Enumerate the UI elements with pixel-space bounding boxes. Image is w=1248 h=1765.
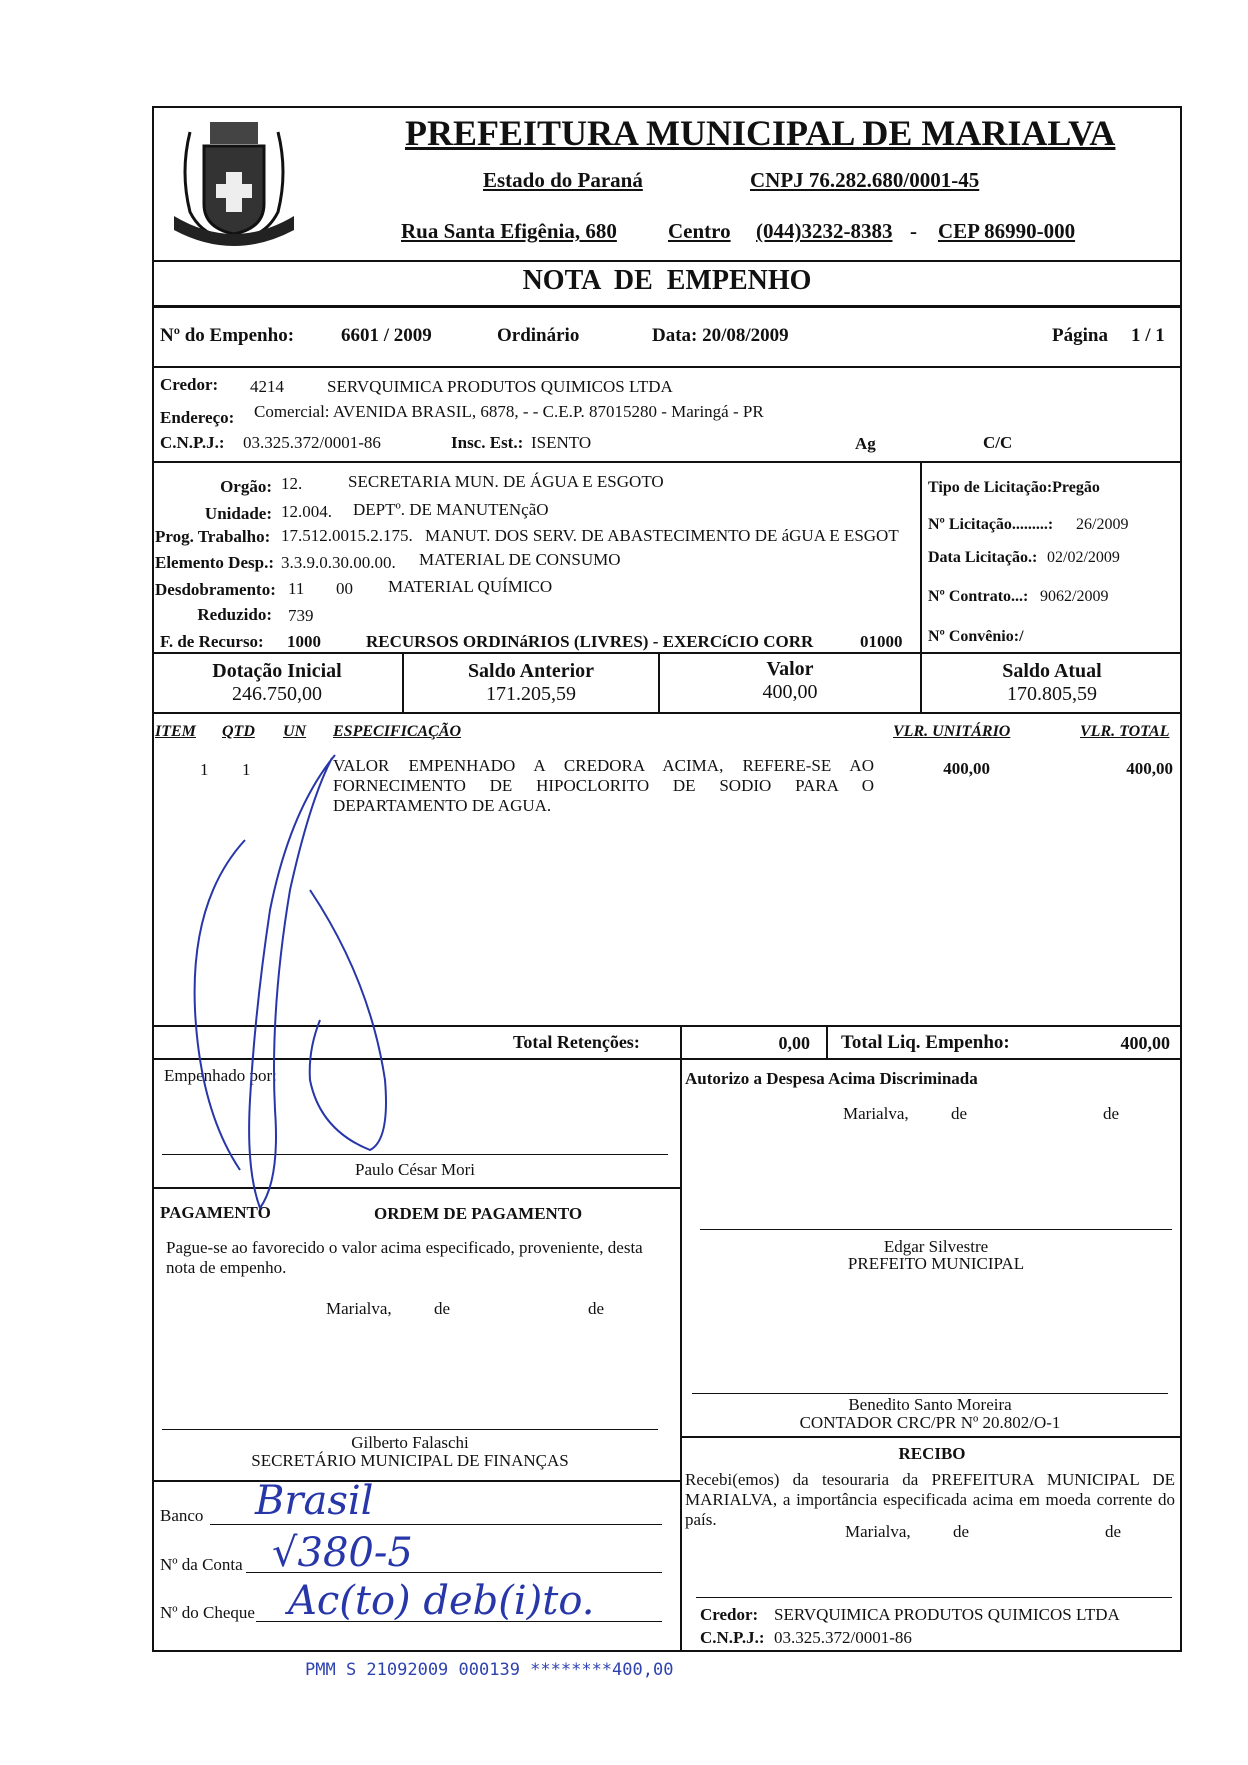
cheque-label: Nº do Cheque — [160, 1603, 255, 1622]
liq-label: Total Liq. Empenho: — [841, 1032, 1010, 1053]
signature-line — [696, 1597, 1172, 1598]
insc-label: Insc. Est.: — [451, 433, 524, 452]
signature-line — [162, 1429, 658, 1430]
page-number: 1 / 1 — [1131, 325, 1165, 346]
autorizo-de2: de — [1103, 1104, 1120, 1123]
saldo-atual-cell — [922, 660, 1182, 706]
total-value-col-header: VLR. TOTAL — [1080, 723, 1170, 740]
prog-label: Prog. Trabalho: — [155, 527, 271, 546]
header-cep: CEP 86990-000 — [938, 219, 1076, 243]
autorizo-label: Autorizo a Despesa Acima Discriminada — [685, 1069, 978, 1088]
pagamento-label: PAGAMENTO — [160, 1203, 271, 1222]
licitacao-number-label: Nº Licitação.........: — [928, 516, 1054, 533]
empenho-date: Data: 20/08/2009 — [652, 325, 789, 346]
recibo-cnpj: 03.325.372/0001-86 — [774, 1628, 912, 1647]
header-separator: - — [910, 219, 917, 243]
pagamento-city: Marialva, — [326, 1299, 392, 1318]
header-cnpj: CNPJ 76.282.680/0001-45 — [750, 168, 980, 192]
secretario-role: SECRETÁRIO MUNICIPAL DE FINANÇAS — [251, 1451, 569, 1470]
ink-signature — [170, 750, 410, 1220]
recibo-city: Marialva, — [845, 1522, 911, 1541]
divider — [152, 1480, 680, 1482]
credor-name: SERVQUIMICA PRODUTOS QUIMICOS LTDA — [327, 377, 673, 396]
pagamento-text: Pague-se ao favorecido o valor acima especificado, proveniente, desta nota de empenho. — [166, 1238, 643, 1277]
banco-handwritten: Brasil — [255, 1478, 374, 1524]
address-label: Endereço: — [160, 408, 235, 427]
empenhado-label: Empenhado por: — [164, 1066, 277, 1085]
divider — [680, 1058, 682, 1652]
credor-insc: ISENTO — [531, 433, 592, 452]
prog-code: 17.512.0015.2.175. — [281, 526, 413, 545]
banco-line — [210, 1524, 662, 1525]
valor-cell — [660, 658, 920, 704]
elemento-name: MATERIAL DE CONSUMO — [419, 550, 621, 569]
signature-line — [700, 1229, 1172, 1230]
conta-handwritten: √380-5 — [272, 1530, 413, 1576]
municipal-coat-of-arms-icon — [160, 112, 308, 254]
empenho-type: Ordinário — [497, 325, 580, 346]
item-unit-value: 400,00 — [943, 759, 990, 778]
page-label: Página — [1052, 325, 1108, 346]
valor-label: Valor — [766, 658, 814, 680]
secretario-name: Gilberto Falaschi — [351, 1433, 469, 1452]
credor-cnpj: 03.325.372/0001-86 — [243, 433, 381, 452]
recibo-credor: SERVQUIMICA PRODUTOS QUIMICOS LTDA — [774, 1605, 1120, 1624]
item-number: 1 — [200, 760, 209, 779]
valor-value: 400,00 — [762, 681, 818, 703]
retencoes-label: Total Retenções: — [513, 1032, 640, 1052]
cheque-handwritten: Ac(to) deb(i)to. — [288, 1578, 595, 1624]
retencoes-value: 0,00 — [778, 1033, 810, 1053]
header-phone: (044)3232-8383 — [756, 219, 893, 243]
document-title: NOTA DE EMPENHO — [522, 265, 812, 296]
prefeito-role: PREFEITO MUNICIPAL — [847, 1254, 1025, 1273]
elemento-code: 3.3.9.0.30.00.00. — [281, 553, 396, 572]
reduzido-label: Reduzido: — [197, 605, 272, 624]
payment-stamp: PMM S 21092009 000139 ********400,00 — [305, 1660, 674, 1680]
spec-col-header: ESPECIFICAÇÃO — [333, 723, 462, 740]
dotacao-label: Dotação Inicial — [212, 660, 342, 682]
saldo-atual-label: Saldo Atual — [1002, 660, 1102, 682]
licitacao-type: Tipo de Licitação:Pregão — [928, 479, 1100, 496]
credor-address: Comercial: AVENIDA BRASIL, 6878, - - C.E.P. 87015280 - Maringá - PR — [254, 402, 764, 421]
licitacao-date: 02/02/2009 — [1047, 549, 1120, 566]
recurso-number: 01000 — [860, 632, 903, 651]
saldo-anterior-value: 171.205,59 — [486, 683, 576, 705]
desdobramento-label: Desdobramento: — [155, 580, 276, 599]
saldo-anterior-label: Saldo Anterior — [467, 660, 595, 682]
unidade-code: 12.004. — [281, 502, 332, 521]
licitacao-number: 26/2009 — [1076, 516, 1129, 533]
signature-line — [692, 1393, 1168, 1394]
desdobramento-sub: 00 — [336, 579, 353, 598]
recurso-code: 1000 — [287, 632, 321, 651]
recurso-label: F. de Recurso: — [160, 632, 264, 651]
recurso-name: RECURSOS ORDINáRIOS (LIVRES) - EXERCíCIO CORR — [366, 632, 814, 651]
divider — [826, 1025, 828, 1058]
recibo-text: Recebi(emos) da tesouraria da PREFEITURA MUNICIPAL DE MARIALVA, a importância especificada acima em moeda corrente do país. — [685, 1470, 1175, 1529]
prefeito-name: Edgar Silvestre — [883, 1237, 989, 1256]
orgao-code: 12. — [281, 474, 303, 493]
divider — [152, 305, 1182, 308]
account-label: C/C — [983, 433, 1013, 452]
divider — [152, 712, 1182, 714]
dotacao-value: 246.750,00 — [232, 683, 322, 705]
credor-label: Credor: — [160, 375, 219, 394]
agency-label: Ag — [855, 434, 876, 453]
empenho-number-label: Nº do Empenho: — [160, 325, 295, 346]
pagamento-de1: de — [434, 1299, 451, 1318]
divider — [152, 461, 1182, 463]
contrato-label: Nº Contrato...: — [928, 588, 1029, 605]
desdobramento-code: 11 — [288, 579, 305, 598]
empenho-number: 6601 / 2009 — [341, 325, 432, 346]
item-spec: VALOR EMPENHADO A CREDORA ACIMA, REFERE-SE AO FORNECIMENTO DE HIPOCLORITO DE SODIO PARA O DEPARTAMENTO DE AGUA. — [333, 756, 874, 815]
credor-code: 4214 — [250, 377, 284, 396]
unidade-name: DEPTº. DE MANUTENçãO — [353, 500, 549, 519]
licitacao-date-label: Data Licitação.: — [928, 549, 1038, 566]
recibo-title: RECIBO — [898, 1444, 966, 1463]
orgao-label: Orgão: — [220, 477, 272, 496]
banco-label: Banco — [160, 1506, 204, 1525]
reduzido-code: 739 — [288, 606, 314, 625]
divider — [152, 260, 1182, 262]
item-total-value: 400,00 — [1126, 759, 1173, 778]
ordem-pagamento-title: ORDEM DE PAGAMENTO — [374, 1204, 583, 1223]
header-district: Centro — [668, 219, 731, 243]
empenhado-name: Paulo César Mori — [355, 1160, 475, 1179]
conta-label: Nº da Conta — [160, 1555, 243, 1574]
divider — [152, 366, 1182, 368]
divider — [680, 1436, 1182, 1438]
dotacao-cell — [152, 660, 402, 706]
header-street: Rua Santa Efigênia, 680 — [401, 219, 617, 243]
recibo-de1: de — [953, 1522, 970, 1541]
liq-value: 400,00 — [1120, 1033, 1170, 1053]
contador-name: Benedito Santo Moreira — [848, 1395, 1012, 1414]
contador-signature — [692, 1396, 1168, 1432]
contador-role: CONTADOR CRC/PR Nº 20.802/O-1 — [799, 1413, 1061, 1432]
elemento-label: Elemento Desp.: — [155, 553, 274, 572]
divider — [920, 461, 922, 653]
recibo-cnpj-label: C.N.P.J.: — [700, 1628, 765, 1647]
cnpj-label: C.N.P.J.: — [160, 433, 225, 452]
saldo-anterior-cell — [404, 660, 658, 706]
saldo-atual-value: 170.805,59 — [1007, 683, 1097, 705]
state-label: Estado do Paraná — [483, 168, 643, 192]
contrato-number: 9062/2009 — [1040, 588, 1109, 605]
desdobramento-name: MATERIAL QUÍMICO — [388, 577, 553, 596]
convenio-label: Nº Convênio:/ — [928, 628, 1024, 645]
recibo-de2: de — [1105, 1522, 1122, 1541]
recibo-credor-label: Credor: — [700, 1605, 759, 1624]
pagamento-de2: de — [588, 1299, 605, 1318]
autorizo-city: Marialva, — [843, 1104, 909, 1123]
orgao-name: SECRETARIA MUN. DE ÁGUA E ESGOTO — [348, 472, 664, 491]
unit-value-col-header: VLR. UNITÁRIO — [893, 723, 1011, 740]
prog-name: MANUT. DOS SERV. DE ABASTECIMENTO DE áGUA E ESGOT — [425, 526, 899, 545]
item-qtd: 1 — [242, 760, 251, 779]
secretario-signature — [162, 1434, 658, 1470]
item-col-header: ITEM — [155, 723, 196, 740]
page-title: PREFEITURA MUNICIPAL DE MARIALVA — [405, 113, 1116, 153]
divider — [152, 652, 1182, 654]
un-col-header: UN — [283, 723, 307, 740]
qtd-col-header: QTD — [222, 723, 255, 740]
unidade-label: Unidade: — [204, 504, 272, 523]
autorizo-de1: de — [951, 1104, 968, 1123]
prefeito-signature — [700, 1238, 1172, 1272]
